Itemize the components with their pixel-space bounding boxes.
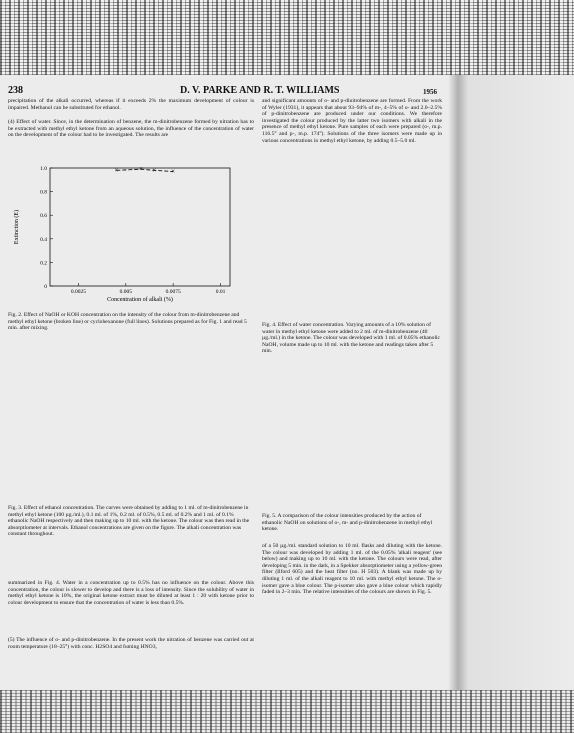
x-tick-label: 0.0075	[165, 289, 181, 295]
y-tick-label: 1.0	[40, 166, 47, 172]
fig3-chart	[10, 355, 240, 505]
page-fold-shadow	[448, 75, 574, 690]
data-point: ×	[171, 167, 176, 176]
fig5-chart	[262, 377, 442, 512]
y-tick-label: 0.2	[40, 260, 47, 267]
x-axis-label: Concentration of alkali (%)	[107, 297, 173, 303]
fig2-caption: Fig. 2. Effect of NaOH or KOH concentration on the intensity of the colour from m-dinitrobenzene and methyl ethyl ketone (broken line) or cyclohexanone (full lines). Solutions prepared as for Fig. 1 and read 5 min. after mixing.	[8, 312, 247, 332]
fig5-caption: Fig. 5. A comparison of the colour intensities produced by the action of ethanolic NaOH on solutions of o-, m- and p-dinitrobenzene in methyl ethyl ketone.	[262, 513, 433, 533]
running-year: 1956	[423, 88, 437, 96]
scan-noise-bottom	[0, 690, 574, 733]
fig3-caption: Fig. 3. Effect of ethanol concentration. The curves were obtained by adding to 1 ml. of m-dinitrobenzene in methyl ethyl ketone (100 µg./ml.), 0.1 ml. of 1%, 0.2 ml. of 0.5%, 0.5 ml. of 0.2% and 1 ml. of 0.1% ethanolic NaOH respectively and then making up to 10 ml. with the ketone. The colour was then read in the absorptiometer at intervals. Ethanol concentrations are given on the figure. The alkali concentration was constant throughout.	[8, 505, 250, 538]
fig4-caption: Fig. 4. Effect of water concentration. Varying amounts of a 10% solution of water in methyl ethyl ketone were added to 2 ml. of m-dinitrobenzene (40 µg./ml.) in the ketone. The colour was developed with 1 ml. of 0.05% ethanolic NaOH, volume made up to 10 ml. with the ketone and readings taken after 5 min.	[262, 322, 441, 355]
col2-para-2: of a 50 µg./ml. standard solution to 10 ml. flasks and diluting with the ketone. The colour was developed by adding 1 ml. of the 0.05% 'alkali reagent' (see below) and making up to 10 ml. with the ketone. The colours were read, after developing 5 min. in the dark, in a Spekker absorptiometer using a yellow-green filter (Ilford 605) and the heat filter (no. H 503). A blank was made up by diluting 1 ml. of the alkali reagent to 10 ml. with methyl ethyl ketone. The o-isomer gave a blue colour. The p-isomer also gave a blue colour which rapidly faded in 2–3 min. The relative intensities of the colours are shown in Fig. 5.	[262, 543, 442, 596]
data-point: ×	[138, 165, 143, 174]
scan-noise-top	[0, 0, 574, 75]
y-tick-label: 0.6	[40, 213, 47, 220]
col2-para-1: and significant amounts of o- and p-dinitrobenzene are formed. From the work of Wyler (1931), it appears that about 93–94% of m-, 4–5% of o- and 2.0–2.5% of p-dinitrobenzene are produced under our conditions. We therefore investigated the colour produced by the latter two isomers with alkali in the presence of methyl ethyl ketone. Pure samples of each were prepared (o-, m.p. 116.5° and p-, m.p. 174°). Solutions of the three isomers were made up in various concentrations in methyl ethyl ketone, by adding 0.5–5.0 ml.	[262, 98, 442, 144]
y-tick-label: 0.8	[40, 189, 47, 196]
x-tick-label: 0.0025	[70, 289, 86, 295]
x-tick-label: 0.005	[119, 289, 132, 295]
fig2-chart	[10, 160, 240, 310]
fig4-chart	[262, 170, 442, 320]
col1-para-1: precipitation of the alkali occurred, whereas if it exceeds 2% the maximum development of colour is impaired. Methanol can be substituted for ethanol.	[8, 98, 254, 111]
plot-frame	[50, 168, 230, 286]
running-title: D. V. PARKE AND R. T. WILLIAMS	[180, 85, 340, 96]
y-axis-label: Extinction (E)	[14, 209, 20, 245]
x-tick-label: 0.01	[215, 289, 226, 295]
series-line	[116, 169, 173, 171]
col1-para-3: summarized in Fig. 4. Water in a concentration up to 0.5% has no influence on the colour. Above this concentration, the colour is slower to develop and there is a loss of intensity. Since the solubility of water in methyl ethyl ketone is 10%, the original ketone extract must be diluted at least 1 : 20 with ketone prior to colour development to ensure that the concentration of water is less than 0.5%.	[8, 580, 254, 606]
y-tick-label: 0	[44, 284, 47, 290]
col1-para-4: (5) The influence of o- and p-dinitrobenzene. In the present work the nitration of benzene was carried out at room temperature (18–25°) with conc. H2SO4 and fuming HNO3,	[8, 637, 254, 650]
y-tick-label: 0.4	[40, 236, 47, 243]
col1-para-2: (4) Effect of water. Since, in the determination of benzene, the m-dinitrobenzene formed by nitration has to be extracted with methyl ethyl ketone from an aqueous solution, the influence of the concentration of water on the development of the colour had to be investigated. The results are	[8, 119, 254, 139]
data-point: ×	[114, 166, 119, 175]
page-number: 238	[8, 85, 23, 96]
data-point: ×	[152, 166, 157, 175]
